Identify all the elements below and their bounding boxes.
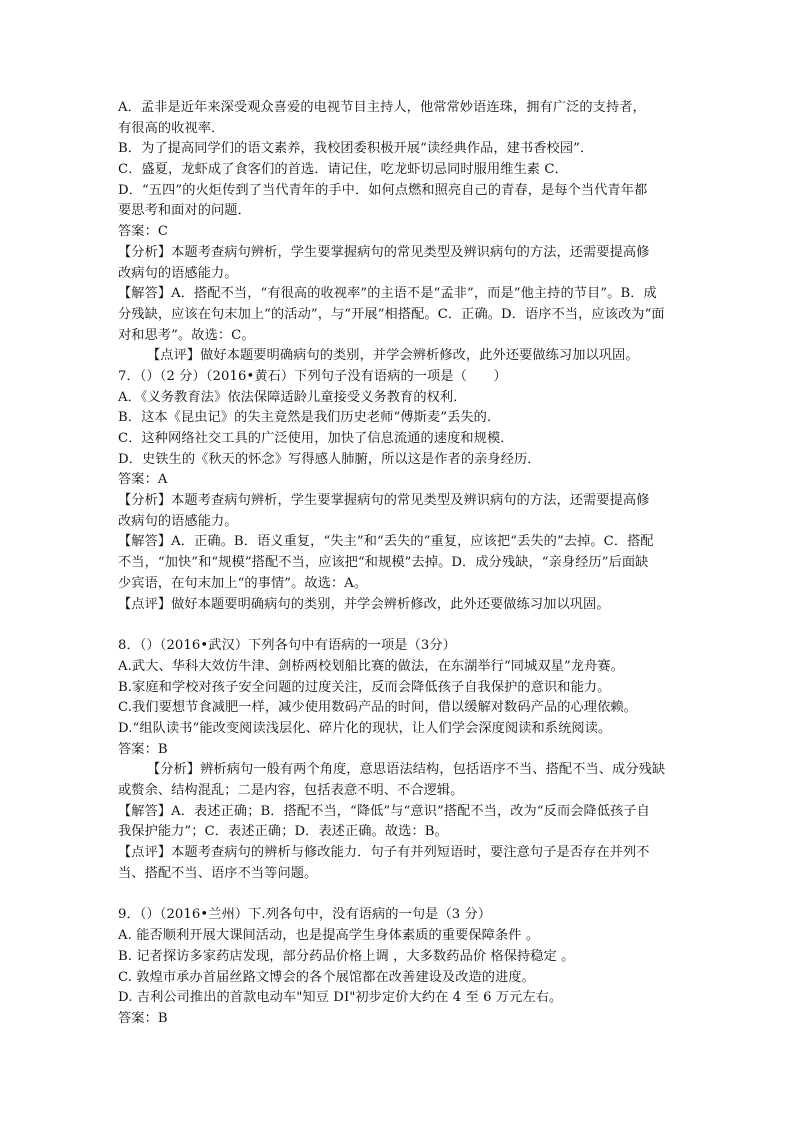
text-line: B．为了提高同学们的语文素养，我校团委积极开展“读经典作品，建书香校园”．: [118, 141, 594, 157]
comment-line: 当、搭配不当、语序不当等问题。: [118, 865, 318, 881]
analysis-line: 【分析】本题考查病句辨析，学生要掌握病句的常见类型及辨识病句的方法，还需要提高修: [118, 493, 650, 509]
comment-line: 【点评】做好本题要明确病句的类别，并学会辨析修改，此外还要做练习加以巩固。: [118, 596, 610, 612]
solution-line: 【解答】A．表述正确；B．搭配不当，“降低”与“意识”搭配不当，改为“反而会降低孩子自: [118, 803, 650, 819]
answer-line: 答案：C: [118, 224, 169, 240]
solution-line: 不当，“加快”和“规模”搭配不当，应该把“和规模”去掉。D．成分残缺，“亲身经历”后面缺: [118, 555, 649, 571]
comment-line: 【点评】本题考查病句的辨析与修改能力．句子有并列短语时，要注意句子是否存在并列不: [118, 845, 650, 861]
solution-line: 少宾语，在句末加上“的事情”。故选：A。: [118, 575, 368, 591]
text-line: C．盛夏，龙虾成了食客们的首选．请记住，吃龙虾切忌同时服用维生素 C．: [118, 162, 568, 178]
solution-line: 对和思考”。故选：C。: [118, 327, 255, 343]
question-stem: 8．（）（2016•武汉）下列各句中有语病的一项是（3分）: [118, 638, 456, 654]
analysis-line: 改病句的语感能力。: [118, 265, 238, 281]
analysis-line: 改病句的语感能力。: [118, 513, 238, 529]
option-a: A．《义务教育法》依法保障适龄儿童接受义务教育的权利．: [118, 389, 467, 405]
question-stem: 9．（）（2016•兰州）下.列各句中，没有语病的一句是（3 分）: [118, 907, 492, 923]
analysis-line: 【分析】辨析病句一般有两个角度，意思语法结构，包括语序不当、搭配不当、成分残缺: [147, 762, 666, 778]
option-d: D. 吉利公司推出的首款电动车"知豆 DI"初步定价大约在 4 至 6 万元左右。: [118, 990, 563, 1006]
analysis-line: 或赘余、结构混乱；二是内容，包括表意不明、不合逻辑。: [118, 783, 464, 798]
option-a: A. 能否顺利开展大课间活动，也是提高学生身体素质的重要保障条件 。: [118, 928, 540, 944]
option-c: C. 敦煌市承办首届丝路文博会的各个展馆都在改善建设及改造的进度。: [118, 969, 535, 985]
option-a: A.武大、华科大效仿牛津、剑桥两校划船比赛的做法，在东湖举行“同城双星”龙舟赛。: [118, 658, 624, 674]
question-stem: 7．（）（2 分）（2016•黄石）下列句子没有语病的一项是（ ）: [118, 368, 507, 384]
analysis-line: 【分析】本题考查病句辨析，学生要掌握病句的常见类型及辨识病句的方法，还需要提高修: [118, 244, 650, 260]
option-d: D.“组队读书”能改变阅读浅层化、碎片化的现状，让人们学会深度阅读和系统阅读。: [118, 720, 612, 736]
option-c: C.我们要想节食减肥一样，减少使用数码产品的时间，借以缓解对数码产品的心理依赖。: [118, 700, 637, 716]
question-8: [118, 636, 678, 884]
document-page: [118, 98, 678, 1030]
solution-line: 【解答】A．搭配不当，“有很高的收视率”的主语不是“孟非”，而是“他主持的节目”。B．成: [118, 286, 657, 302]
option-c: C．这种网络社交工具的广泛使用，加快了信息流通的速度和规模．: [118, 431, 514, 446]
option-b: B. 记者探访多家药店发现，部分药品价格上调 ，大多数药品价 格保持稳定 。: [118, 948, 575, 964]
solution-line: 分残缺，应该在句末加上“的活动”，与“开展”相搭配。C．正确。D．语序不当，应该改为“面: [118, 306, 665, 322]
comment-line: 【点评】做好本题要明确病句的类别，并学会辨析修改，此外还要做练习加以巩固。: [147, 348, 639, 364]
option-b: B.家庭和学校对孩子安全问题的过度关注，反而会降低孩子自我保护的意识和能力。: [118, 679, 611, 695]
option-b: B．这本《昆虫记》的失主竟然是我们历史老师“傅斯麦”丢失的．: [118, 410, 501, 426]
solution-line: 我保护能力”；C．表述正确；D．表述正确。故选：B。: [118, 824, 448, 840]
text-line: 要思考和面对的问题．: [118, 203, 251, 219]
text-line: A．孟非是近年来深受观众喜爱的电视节目主持人，他常常妙语连珠，拥有广泛的支持者，: [118, 100, 646, 115]
question-7: [118, 367, 678, 615]
question-9: [118, 905, 678, 1029]
text-line: 有很高的收视率．: [118, 120, 225, 136]
text-line: D．“五四”的火炬传到了当代青年的手中．如何点燃和照亮自己的青春，是每个当代青年都: [118, 182, 648, 198]
option-d: D．史铁生的《秋天的怀念》写得感人肺腑，所以这是作者的亲身经历．: [118, 451, 541, 467]
answer-line: 答案：A: [118, 472, 168, 488]
answer-line: 答案：B: [118, 1010, 168, 1026]
solution-line: 【解答】A．正确。B．语义重复，“失主”和“丢失的”重复，应该把“丢失的”去掉。C．搭配: [118, 534, 654, 550]
question-6-tail: [118, 98, 678, 367]
answer-line: 答案：B: [118, 741, 168, 757]
